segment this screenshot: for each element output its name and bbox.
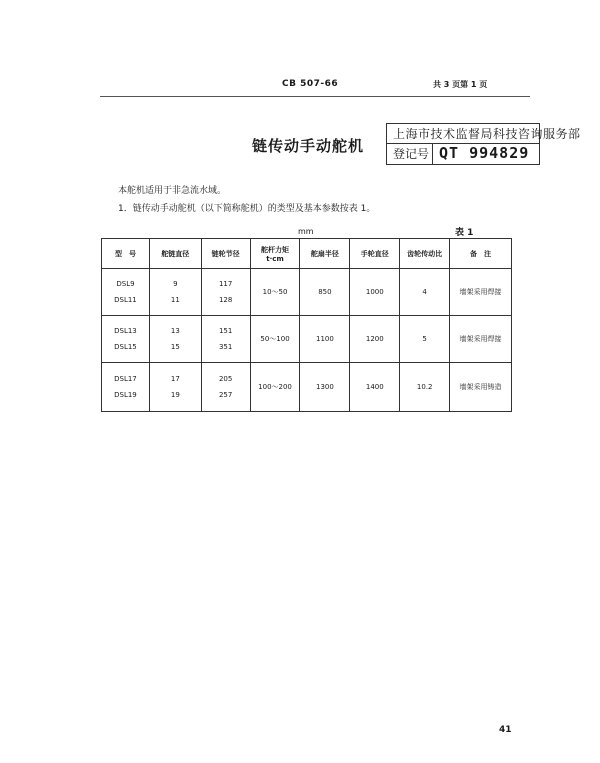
table-row [102, 316, 512, 363]
col-sprocket-pitch: 链轮节径 [201, 239, 250, 269]
note-cell: 墙架采用焊接 [450, 316, 512, 363]
standard-number: CB 507-66 [282, 79, 339, 89]
table-number: 表 1 [455, 228, 474, 238]
note-cell: 墙架采用铸造 [450, 363, 512, 412]
col-sector-radius: 舵扇半径 [300, 239, 350, 269]
model-cell: DSL9 DSL11 [102, 269, 150, 316]
stamp-agency: 上海市技术监督局科技咨询服务部 [393, 127, 581, 141]
table-row [102, 269, 512, 316]
chain-cell: 17 19 [149, 363, 201, 412]
wheel-cell: 1000 [350, 269, 400, 316]
note-cell: 墙架采用焊接 [450, 269, 512, 316]
table-unit: mm [298, 227, 314, 236]
col-remarks: 备 注 [450, 239, 512, 269]
stamp-label: 登记号 [393, 147, 430, 161]
chain-cell: 9 11 [149, 269, 201, 316]
ratio-cell: 10.2 [400, 363, 450, 412]
pitch-cell: 205 257 [201, 363, 250, 412]
sector-cell: 1100 [300, 316, 350, 363]
stamp-code: QT 994829 [439, 144, 530, 162]
wheel-cell: 1200 [350, 316, 400, 363]
model-cell: DSL17 DSL19 [102, 363, 150, 412]
ratio-cell: 4 [400, 269, 450, 316]
ratio-cell: 5 [400, 316, 450, 363]
header-rule [100, 96, 530, 97]
torque-cell: 100～200 [250, 363, 300, 412]
model-cell: DSL13 DSL15 [102, 316, 150, 363]
document-title: 链传动手动舵机 [252, 137, 365, 155]
col-model: 型 号 [102, 239, 150, 269]
sector-cell: 850 [300, 269, 350, 316]
col-gear-ratio: 齿轮传动比 [400, 239, 450, 269]
wheel-cell: 1400 [350, 363, 400, 412]
table-row [102, 363, 512, 412]
page-number: 41 [499, 725, 512, 735]
col-chain-diameter: 舵链直径 [149, 239, 201, 269]
col-handwheel-diameter: 手轮直径 [350, 239, 400, 269]
clause-1: 1．链传动手动舵机（以下简称舵机）的类型及基本参数按表 1。 [118, 204, 376, 214]
chain-cell: 13 15 [149, 316, 201, 363]
sector-cell: 1300 [300, 363, 350, 412]
registration-stamp [386, 123, 581, 165]
col-rudder-torque: 舵杆力矩 t·cm [250, 239, 300, 269]
torque-cell: 10～50 [250, 269, 300, 316]
page-count: 共 3 页第 1 页 [433, 80, 488, 89]
intro-paragraph: 本舵机适用于非急流水域。 [118, 186, 227, 196]
pitch-cell: 151 351 [201, 316, 250, 363]
torque-cell: 50～100 [250, 316, 300, 363]
pitch-cell: 117 128 [201, 269, 250, 316]
parameter-table [101, 238, 512, 412]
table-header-row [102, 239, 512, 269]
